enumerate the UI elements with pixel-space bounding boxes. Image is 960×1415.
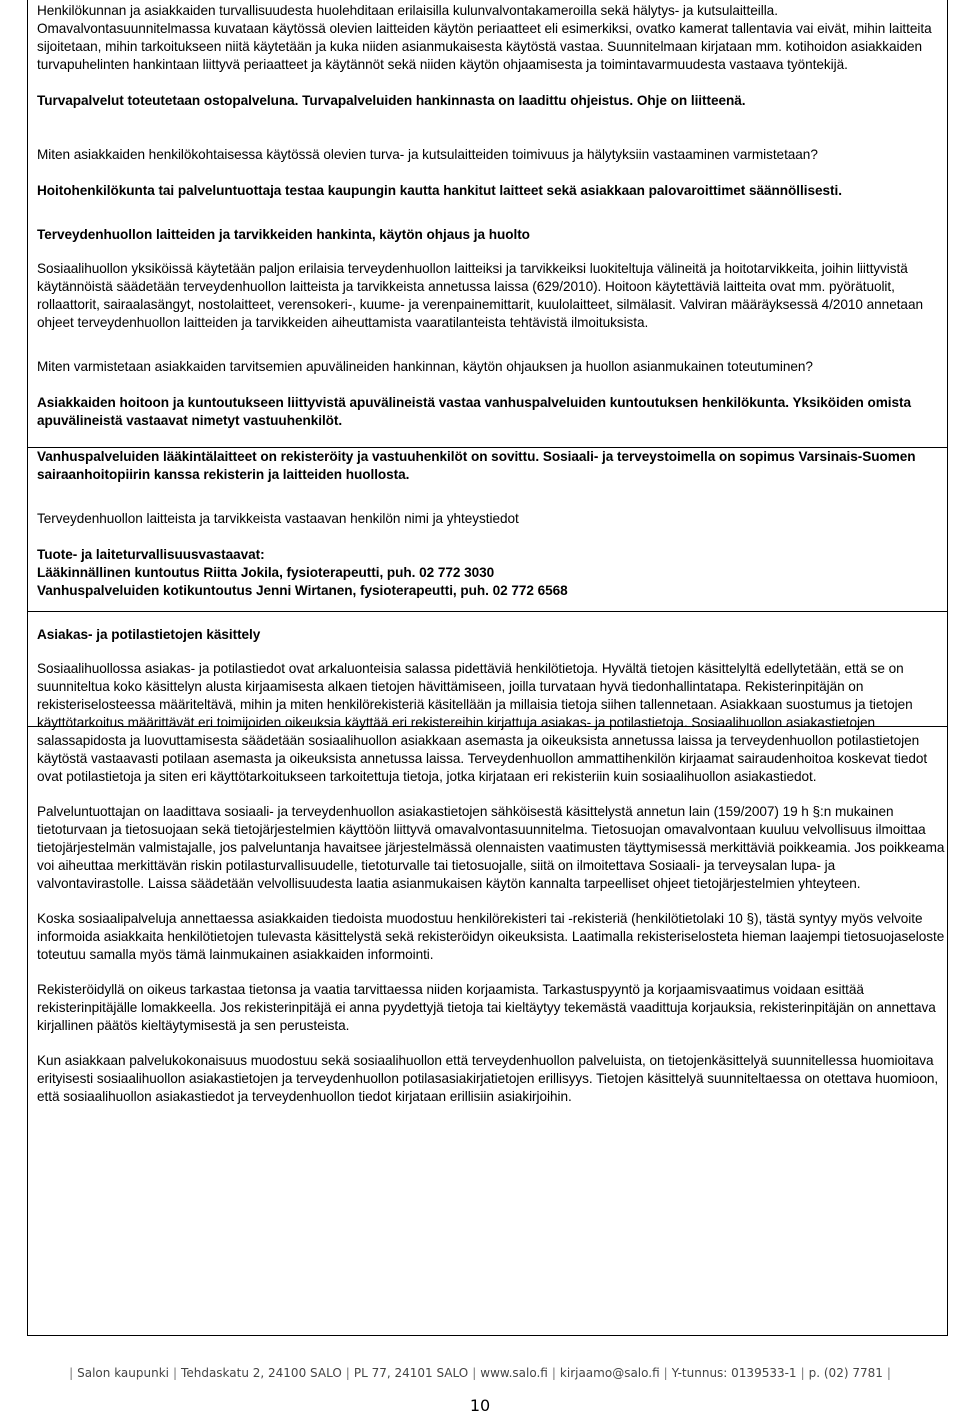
footer-email-link[interactable]: kirjaamo@salo.fi — [559, 1366, 660, 1380]
assistive-devices-answer: Asiakkaiden hoitoon ja kuntoutukseen liittyvistä apuvälineistä vastaa vanhuspalveluiden kuntoutuksen henkilökunta. Yksiköiden omista apuvälineistä vastaavat nimetyt vastuuhenkilöt. — [37, 395, 911, 428]
footer-org: Salon kaupunki — [77, 1366, 169, 1380]
footer-pobox: PL 77, 24101 SALO — [353, 1366, 469, 1380]
footer-web-link[interactable]: www.salo.fi — [480, 1366, 548, 1380]
alarm-devices-question: Miten asiakkaiden henkilökohtaisessa käytössä olevien turva- ja kutsulaitteiden toimivuus ja hälytyksiin vastaaminen varmistetaan? — [37, 147, 818, 162]
data-handling-paragraph-4: Rekisteröidyllä on oikeus tarkastaa tietonsa ja vaatia tarvittaessa niiden korjaamista. Tarkastuspyyntö ja korjaamisvaatimus voidaan esittää rekisterinpitäjälle lomakkeella. Jos rekisterinpitäjä ei anna pyydettyjä tietoja tai kieltäytyy tekemästä vaadittuja korjauksia, rekisterinpitäjän on annettava kirjallinen päätös kieltäytymisestä ja sen perusteista. — [37, 982, 936, 1033]
footer-phone: p. (02) 7781 — [808, 1366, 883, 1380]
medical-devices-heading: Terveydenhuollon laitteiden ja tarvikkeiden hankinta, käytön ohjaus ja huolto — [37, 227, 530, 242]
data-handling-paragraph-2: Palveluntuottajan on laadittava sosiaali- ja terveydenhuollon asiakastietojen sähköisestä käsittelystä annetun lain (159/2007) 19 h §:n mukainen tietoturvaan ja tietosuojaan sekä tietojärjestelmien käyttöön liittyvä omavalvontasuunnitelma. Tietosuojan omavalvontaan kuuluu velvollisuus ilmoittaa tietojärjestelmän valmistajalle, jos palveluntanja havaitsee järjestelmässä olennaisten vaatimusten täyttymisessä merkittäviä poikkeamia. Jos poikkeama voi aiheuttaa merkittävän riskin potilasturvallisuudelle, tietoturvalle tai tietosuojalle, siitä on ilmoitettava Sosiaali- ja terveysalan lupa- ja valvontavirastolle. Laissa säädetään velvollisuudesta laatia asianmukaisen käytön kannalta tarpeelliset ohjeet tietojärjestelmien yhteyteen. — [37, 804, 945, 891]
footer-address: Tehdaskatu 2, 24100 SALO — [181, 1366, 342, 1380]
contact-riitta-jokila: Lääkinnällinen kuntoutus Riitta Jokila, fysioterapeutti, puh. 02 772 3030 — [37, 565, 495, 580]
data-handling-paragraph-5: Kun asiakkaan palvelukokonaisuus muodostuu sekä sosiaalihuollon että terveydenhuollon palveluista, on tietojenkäsittelyä suunnitellessa huomioitava erityisesti sosiaalihuollon asiakastietojen ja terveydenhuollon potilasasiakirjatietojen erillisyys. Tietojen käsittelyä suunniteltaessa on otettava huomioon, että sosiaalihuollon asiakastiedot ja terveydenhuollon tiedot kirjataan erillisiin asiakirjoihin. — [37, 1053, 939, 1104]
security-services-answer: Turvapalvelut toteutetaan ostopalveluna. Turvapalveluiden hankinnasta on laadittu ohjeistus. Ohje on liitteenä. — [37, 93, 746, 108]
assistive-devices-question: Miten varmistetaan asiakkaiden tarvitsemien apuvälineiden hankinnan, käytön ohjauksen ja huollon asianmukainen toteutuminen? — [37, 359, 813, 374]
data-handling-paragraph-3: Koska sosiaalipalveluja annettaessa asiakkaiden tiedoista muodostuu henkilörekisteri tai -rekisteriä (henkilötietolaki 10 §), tästä syntyy myös velvoite informoida asiakkaita henkilötietojen tulevasta käsittelystä sekä rekisteröidyn oikeuksista. Laatimalla rekisteriselosteta hieman laajempi tietosuojaseloste toteutuu samalla myös tämä lainmukainen asiakkaiden informointi. — [37, 911, 945, 962]
alarm-devices-answer: Hoitohenkilökunta tai palveluntuottaja testaa kaupungin kautta hankitut laitteet sekä asiakkaan palovaroittimet säännöllisesti. — [37, 183, 842, 198]
medical-devices-paragraph: Sosiaalihuollon yksiköissä käytetään paljon erilaisia terveydenhuollon laitteiksi ja tarvikkeiksi luokiteltuja välineitä ja hoitotarvikkeita, joihin liittyvistä käytännöistä säädetään terveydenhuollon laitteista ja tarvikkeista annetussa laissa (629/2010). Hoitoon käytettäviä laitteita ovat mm. pyörätuolit, rollaattorit, sairaalasängyt, nostolaitteet, verensokeri-, kuume- ja verenpainemittarit, kuulolaitteet, silmälasit. Valviran määräyksessä 4/2010 annetaan ohjeet terveydenhuollon laitteiden ja tarvikkeiden aiheuttamista vaaratilanteista tehtävistä ilmoituksista. — [37, 261, 923, 330]
data-handling-paragraph-1: Sosiaalihuollossa asiakas- ja potilastiedot ovat arkaluonteisia salassa pidettäviä henkilötietoja. Hyvältä tietojen käsittelyltä edellytetään, että se on suunniteltua koko käsittelyn alusta kirjaamisesta alkaen tietojen hävittämiseen, joilla turvataan hyvä tiedonhallintatapa. Rekisterinpitäjän on rekisteriselosteessa määriteltävä, mihin ja miten henkilörekisteriä käsitellään ja millaisia tietoja siihen tallennetaan. Asiakkaan suostumus ja tietojen käyttötarkoitus määrittävät eri toimijoiden oikeuksia käyttää eri rekistereihin kirjattuja asiakas- ja potilastietoja. Sosiaalihuollon asiakastietojen salassapidosta ja luovuttamisesta säädetään sosiaalihuollon asiakkaan asemasta ja oikeuksista annetussa laissa ja terveydenhuollon potilastietojen käytöstä vastaavasti potilaan asemasta ja oikeuksista annetussa laissa. Terveydenhuollon ammattihenkilön kirjaamat sairaudenhoitoa koskevat tiedot ovat potilastietoja ja siten eri käyttötarkoitukseen tarkoitettuja tietoja, jotka kirjataan eri rekisteriin kuin sosiaalihuollon asiakastiedot. — [37, 661, 928, 784]
device-registration-answer: Vanhuspalveluiden lääkintälaitteet on rekisteröity ja vastuuhenkilöt on sovittu. Sosiaali- ja terveystoimella on sopimus Varsinais-Suomen sairaanhoitopiirin kanssa rekisterin ja laitteiden huollosta. — [37, 449, 916, 482]
responsible-person-heading: Terveydenhuollon laitteista ja tarvikkeista vastaavan henkilön nimi ja yhteystiedot — [37, 511, 519, 526]
safety-officers-label: Tuote- ja laiteturvallisuusvastaavat: — [37, 547, 265, 562]
footer-business-id: Y-tunnus: 0139533-1 — [671, 1366, 797, 1380]
contact-jenni-wirtanen: Vanhuspalveluiden kotikuntoutus Jenni Wirtanen, fysioterapeutti, puh. 02 772 6568 — [37, 583, 568, 598]
cctv-intro-paragraph: Henkilökunnan ja asiakkaiden turvallisuudesta huolehditaan erilaisilla kulunvalvontakameroilla sekä hälytys- ja kutsulaitteilla. Omavalvontasuunnitelmassa kuvataan käytössä olevien laitteiden käytön periaatteet eli esimerkiksi, ovatko kamerat tallentavia vai eivät, mihin laitteita sijoitetaan, mihin tarkoitukseen niitä käytetään ja kuka niiden asianmukaisesta käytöstä vastaa. Suunnitelmaan kirjataan mm. kotihoidon asiakkaiden turvapuhelinten hankintaan liittyvä periaatteet ja käytännöt sekä niiden käytön ohjaamisesta ja toimintavarmuudesta vastaava työntekijä. — [37, 3, 932, 72]
document-body — [37, 2, 945, 1106]
data-handling-heading: Asiakas- ja potilastietojen käsittely — [37, 627, 261, 642]
page-footer: | Salon kaupunki | Tehdaskatu 2, 24100 SALO | PL 77, 24101 SALO | www.salo.fi | kirjaamo@salo.fi | Y-tunnus: 0139533-1 | p. (02) 7781 | — [69, 1366, 891, 1380]
page-number: 10 — [469, 1396, 491, 1415]
